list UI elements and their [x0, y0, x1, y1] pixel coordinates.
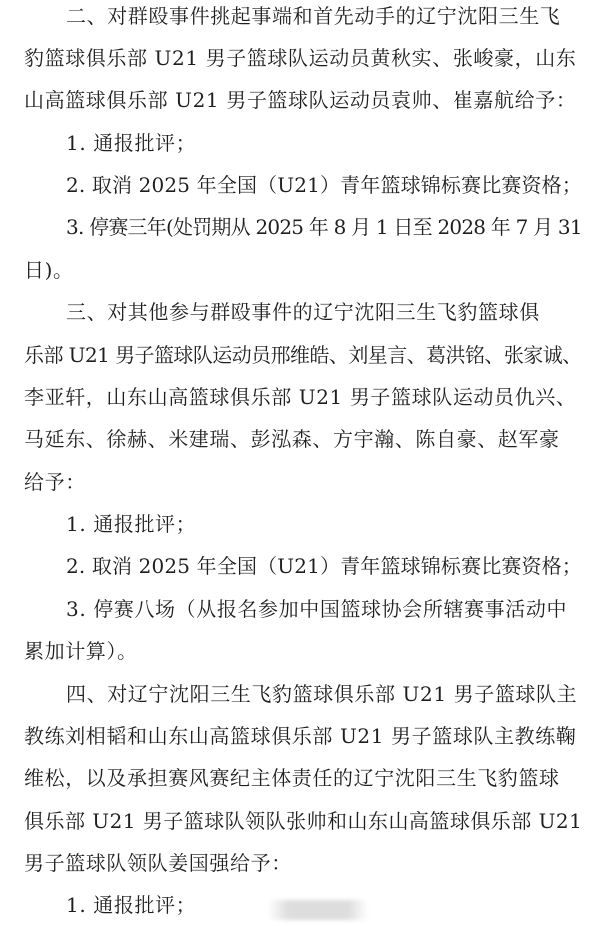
text-line: 乐部 U21 男子篮球队运动员邢维皓、刘星言、葛洪铭、张家诚、	[24, 343, 582, 367]
text-line: 2. 取消 2025 年全国（U21）青年篮球锦标赛比赛资格；	[66, 554, 582, 578]
text-line: 男子篮球队领队姜国强给予：	[24, 851, 292, 875]
text-line: 1. 通报批评；	[66, 131, 197, 155]
text-line: 李亚轩，山东山高篮球俱乐部 U21 男子篮球队运动员仇兴、	[24, 385, 577, 409]
text-line: 豹篮球俱乐部 U21 男子篮球队运动员黄秋实、张峻豪，山东	[24, 46, 577, 70]
text-line: 1. 通报批评；	[66, 512, 197, 536]
watermark	[268, 900, 368, 920]
text-line: 维松，以及承担赛风赛纪主体责任的辽宁沈阳三生飞豹篮球	[24, 766, 560, 790]
text-line: 山高篮球俱乐部 U21 男子篮球队运动员袁帅、崔嘉航给予：	[24, 88, 577, 112]
text-line: 2. 取消 2025 年全国（U21）青年篮球锦标赛比赛资格；	[66, 173, 582, 197]
text-line: 教练刘相韬和山东山高篮球俱乐部 U21 男子篮球队主教练鞠	[24, 724, 577, 748]
text-line: 马延东、徐赫、米建瑞、彭泓森、方宇瀚、陈自豪、赵军豪	[24, 427, 560, 451]
text-line: 二、对群殴事件挑起事端和首先动手的辽宁沈阳三生飞	[66, 4, 561, 28]
text-line: 日)。	[24, 258, 74, 282]
text-line: 俱乐部 U21 男子篮球队领队张帅和山东山高篮球俱乐部 U21	[24, 809, 583, 833]
text-line: 累加计算）。	[24, 639, 138, 663]
text-line: 3. 停赛三年(处罚期从 2025 年 8 月 1 日至 2028 年 7 月 31	[66, 215, 582, 239]
text-line: 3. 停赛八场（从报名参加中国篮球协会所辖赛事活动中	[66, 597, 568, 621]
text-line: 三、对其他参与群殴事件的辽宁沈阳三生飞豹篮球俱	[66, 300, 540, 324]
text-line: 给予：	[24, 470, 86, 494]
text-line: 1. 通报批评；	[66, 893, 197, 917]
text-line: 四、对辽宁沈阳三生飞豹篮球俱乐部 U21 男子篮球队主	[66, 682, 578, 706]
